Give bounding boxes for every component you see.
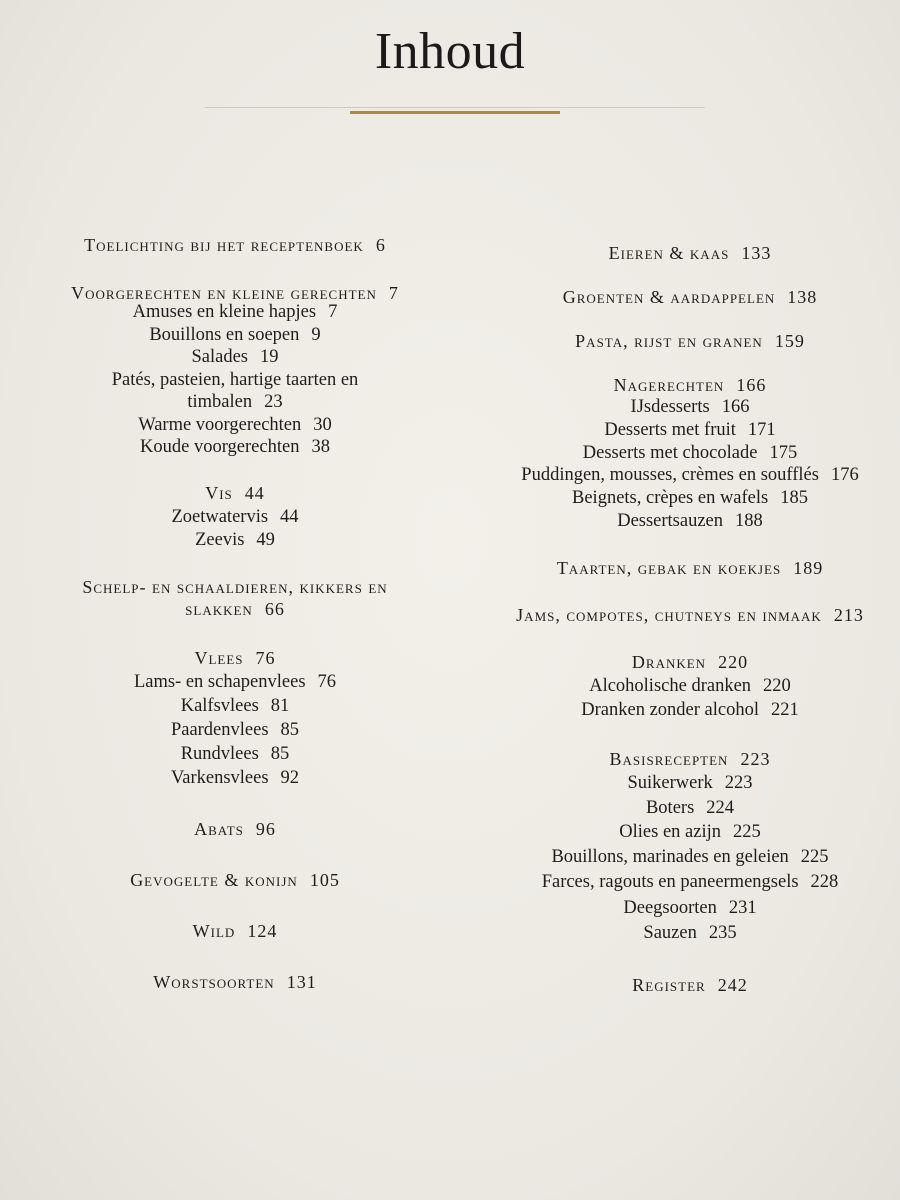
toc-entry <box>480 871 900 893</box>
toc-page-number: 131 <box>286 972 317 992</box>
toc-page-number: 85 <box>280 720 300 740</box>
toc-entry-label: Register <box>632 975 706 995</box>
toc-entry-label: IJsdesserts <box>630 397 710 417</box>
toc-entry <box>0 301 470 323</box>
toc-entry-label: Kalfsvlees <box>180 696 259 716</box>
toc-page-number: 189 <box>793 558 824 578</box>
toc-entry-label: Voorgerechten en kleine gerechten <box>71 283 377 303</box>
toc-page-number: 213 <box>833 605 864 625</box>
toc-page-number: 76 <box>255 648 276 668</box>
toc-entry <box>480 772 900 794</box>
toc-section-heading <box>0 920 470 942</box>
toc-entry-label: Worstsoorten <box>153 972 275 992</box>
toc-page-number: 223 <box>740 749 771 769</box>
toc-entry <box>0 369 470 413</box>
toc-page-number: 166 <box>736 375 767 395</box>
toc-page-number: 44 <box>280 507 299 527</box>
toc-page-number: 159 <box>774 331 805 351</box>
toc-entry <box>0 743 470 765</box>
toc-entry <box>0 529 470 551</box>
toc-page-number: 223 <box>724 773 753 793</box>
toc-page-number: 19 <box>260 347 279 367</box>
toc-entry-label: Farces, ragouts en paneermengsels <box>541 872 799 892</box>
toc-page-number: 228 <box>810 872 839 892</box>
toc-section-heading <box>480 286 900 308</box>
toc-entry-label: Desserts met chocolade <box>582 443 758 463</box>
toc-page-number: 188 <box>735 511 763 531</box>
toc-page-number: 185 <box>780 488 808 508</box>
toc-entry <box>0 695 470 717</box>
toc-page-number: 23 <box>264 392 283 412</box>
toc-entry <box>480 396 900 418</box>
toc-entry-label: Vis <box>205 483 233 503</box>
toc-page-number: 224 <box>706 798 735 818</box>
toc-entry <box>480 797 900 819</box>
toc-page-number: 133 <box>741 243 772 263</box>
toc-entry <box>480 510 900 532</box>
toc-page-number: 220 <box>763 676 791 696</box>
toc-entry <box>0 767 470 789</box>
toc-page-number: 105 <box>309 870 340 890</box>
toc-entry-label: Koude voorgerechten <box>140 437 300 457</box>
toc-section-heading <box>0 482 470 504</box>
toc-page-number: 9 <box>311 325 321 345</box>
toc-entry-label: Sauzen <box>643 923 697 943</box>
toc-entry-label: Schelp- en schaaldieren, kikkers en slakken <box>82 577 388 619</box>
toc-entry <box>480 487 900 509</box>
toc-page-number: 242 <box>717 975 748 995</box>
toc-entry-label: Nagerechten <box>613 375 725 395</box>
toc-page-number: 76 <box>317 672 337 692</box>
toc-section-heading <box>480 242 900 264</box>
toc-entry-label: Groenten & aardappelen <box>562 287 776 307</box>
toc-section-heading <box>0 818 470 840</box>
toc-entry-label: Pasta, rijst en granen <box>575 331 763 351</box>
toc-page-number: 225 <box>800 847 829 867</box>
toc-entry <box>480 419 900 441</box>
toc-page-number: 6 <box>375 235 386 255</box>
toc-entry <box>480 821 900 843</box>
title-divider <box>205 107 705 108</box>
toc-entry-label: Deegsoorten <box>623 898 717 918</box>
toc-entry-label: Basisrecepten <box>609 749 729 769</box>
toc-entry-label: Zeevis <box>195 530 245 550</box>
page-title: Inhoud <box>374 23 526 80</box>
toc-entry-label: Abats <box>194 819 244 839</box>
toc-entry <box>480 442 900 464</box>
toc-entry <box>0 671 470 693</box>
toc-entry-label: Zoetwatervis <box>171 507 269 527</box>
toc-entry <box>0 414 470 436</box>
toc-entry-label: Desserts met fruit <box>604 420 736 440</box>
toc-section-heading <box>480 651 900 673</box>
toc-entry <box>480 922 900 944</box>
toc-entry-label: Dessertsauzen <box>617 511 724 531</box>
toc-page-number: 124 <box>247 921 278 941</box>
toc-entry-label: Dranken <box>631 652 707 672</box>
toc-entry-label: Eieren & kaas <box>608 243 730 263</box>
toc-page-number: 235 <box>708 923 737 943</box>
toc-entry-label: Paardenvlees <box>170 720 269 740</box>
toc-entry <box>480 897 900 919</box>
toc-section-heading <box>0 234 470 256</box>
toc-entry-label: Alcoholische dranken <box>589 676 752 696</box>
toc-section-heading <box>480 330 900 352</box>
toc-entry <box>0 436 470 458</box>
toc-page-number: 81 <box>270 696 290 716</box>
toc-entry-label: Gevogelte & konijn <box>130 870 298 890</box>
toc-entry <box>480 699 900 721</box>
toc-entry-label: Rundvlees <box>180 744 259 764</box>
toc-entry-label: Suikerwerk <box>627 773 713 793</box>
toc-page-number: 175 <box>769 443 798 463</box>
toc-page-number: 138 <box>787 287 818 307</box>
toc-entry-label: Salades <box>191 347 248 367</box>
toc-entry-label: Jams, compotes, chutneys en inmaak <box>516 605 822 625</box>
toc-page-number: 66 <box>264 599 285 619</box>
toc-page-number: 49 <box>256 530 275 550</box>
toc-entry-label: Wild <box>192 921 236 941</box>
toc-entry <box>0 324 470 346</box>
toc-page-number: 30 <box>313 415 332 435</box>
toc-section-heading <box>480 374 900 396</box>
toc-entry-label: Varkensvlees <box>170 768 269 788</box>
toc-page-number: 225 <box>732 822 761 842</box>
toc-entry-label: Vlees <box>194 648 244 668</box>
toc-entry-label: Bouillons en soepen <box>149 325 300 345</box>
toc-entry-label: Bouillons, marinades en geleien <box>551 847 789 867</box>
toc-page-number: 96 <box>255 819 276 839</box>
toc-section-heading <box>0 647 470 669</box>
toc-section-heading <box>0 971 470 993</box>
toc-page-number: 7 <box>328 302 338 322</box>
toc-section-heading <box>480 974 900 996</box>
toc-entry-label: Boters <box>645 798 695 818</box>
toc-page-number: 221 <box>770 700 799 720</box>
toc-page-number: 44 <box>244 483 265 503</box>
toc-page-number: 85 <box>270 744 290 764</box>
toc-entry-label: Toelichting bij het receptenboek <box>84 235 364 255</box>
toc-entry-label: Amuses en kleine hapjes <box>132 302 317 322</box>
toc-page-number: 166 <box>721 397 750 417</box>
toc-section-heading <box>480 748 900 770</box>
toc-entry <box>480 846 900 868</box>
toc-page-number: 92 <box>280 768 300 788</box>
toc-entry <box>480 464 900 486</box>
title-accent-rule <box>350 111 560 114</box>
toc-entry-label: Lams- en schapenvlees <box>133 672 306 692</box>
toc-entry-label: Beignets, crèpes en wafels <box>572 488 769 508</box>
toc-page-number: 220 <box>718 652 749 672</box>
toc-entry-label: Warme voorgerechten <box>138 415 302 435</box>
toc-section-heading <box>480 557 900 579</box>
toc-entry <box>0 506 470 528</box>
toc-page-number: 176 <box>830 465 859 485</box>
toc-entry-label: Patés, pasteien, hartige taarten en timbalen <box>111 370 359 412</box>
toc-section-heading <box>0 869 470 891</box>
toc-entry <box>0 719 470 741</box>
toc-page-number: 38 <box>311 437 330 457</box>
toc-entry <box>0 346 470 368</box>
toc-entry <box>480 675 900 697</box>
toc-page-number: 171 <box>747 420 776 440</box>
toc-page-number: 231 <box>728 898 757 918</box>
toc-entry-label: Taarten, gebak en koekjes <box>556 558 782 578</box>
toc-section-heading <box>480 604 900 626</box>
toc-entry-label: Dranken zonder alcohol <box>581 700 759 720</box>
toc-section-heading <box>0 576 470 620</box>
toc-entry-label: Puddingen, mousses, crèmes en soufflés <box>521 465 819 485</box>
toc-page-number: 7 <box>388 283 399 303</box>
toc-entry-label: Olies en azijn <box>619 822 721 842</box>
